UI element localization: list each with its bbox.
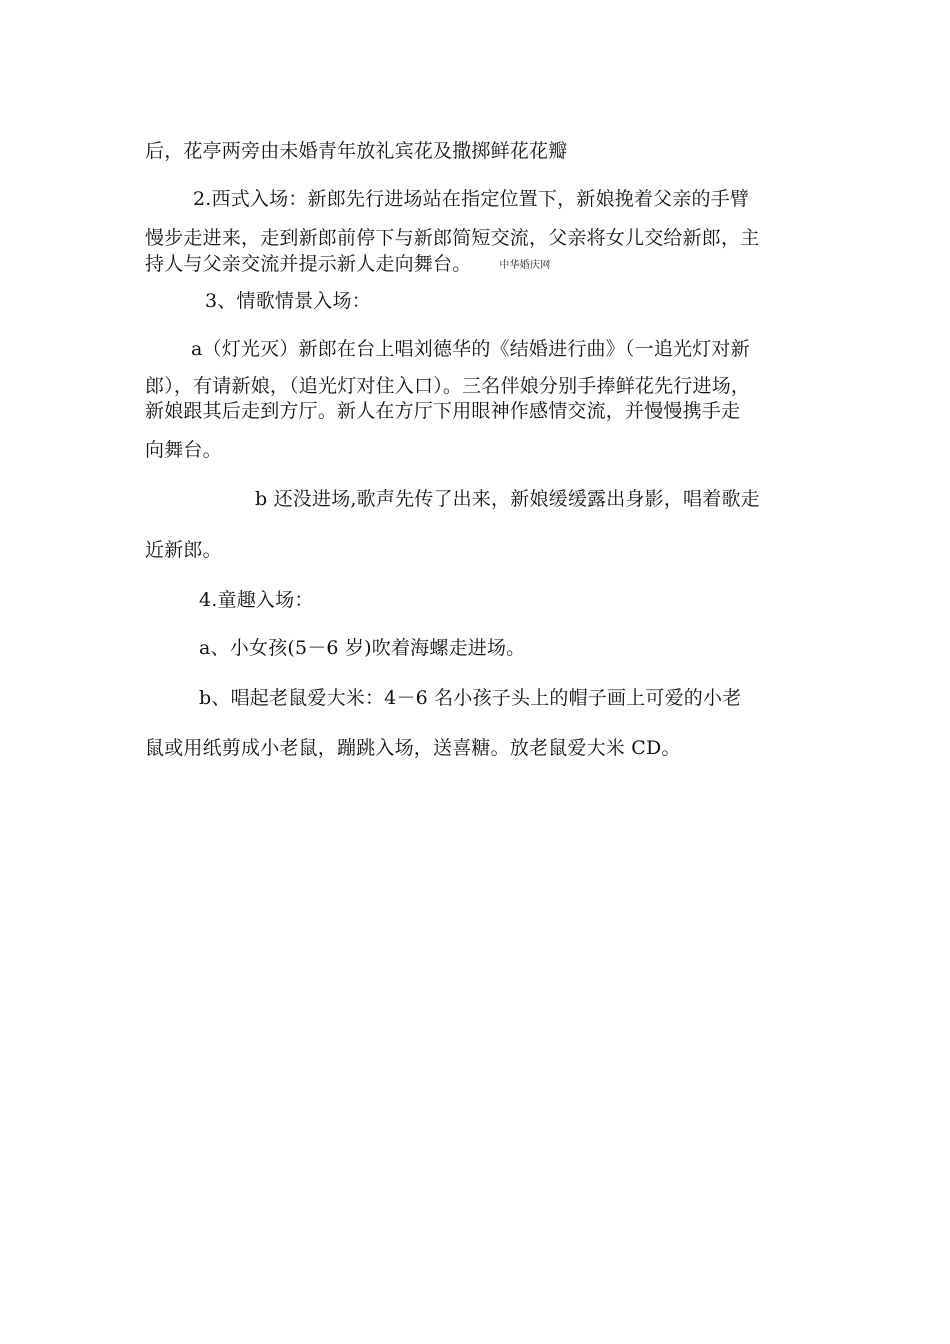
paragraph-line: a、小女孩(5－6 岁)吹着海螺走进场。: [199, 637, 526, 659]
paragraph-line: 慢步走进来，走到新郎前停下与新郎简短交流，父亲将女儿交给新郎，主: [145, 227, 760, 249]
watermark-text: 中华婚庆网: [499, 260, 551, 271]
paragraph-line: a（灯光灭）新郎在台上唱刘德华的《结婚进行曲》（一追光灯对新: [191, 338, 750, 360]
paragraph-line: 新娘跟其后走到方厅。新人在方厅下用眼神作感情交流，并慢慢携手走: [145, 400, 741, 422]
paragraph-line: 向舞台。: [145, 439, 222, 461]
section-heading-kids-entrance: 4.童趣入场：: [199, 589, 314, 611]
paragraph-line: 近新郎。: [145, 539, 222, 561]
paragraph-line: b、唱起老鼠爱大米：4－6 名小孩子头上的帽子画上可爱的小老: [199, 687, 742, 709]
paragraph-line: 后，花亭两旁由未婚青年放礼宾花及撒掷鲜花花瓣: [145, 140, 568, 162]
paragraph-line: [145, 252, 810, 278]
paragraph-text: 持人与父亲交流并提示新人走向舞台。: [145, 253, 472, 275]
section-heading-western-entrance: 2.西式入场：新郎先行进场站在指定位置下，新娘挽着父亲的手臂: [193, 188, 750, 210]
paragraph-line: 郎），有请新娘，（追光灯对住入口）。三名伴娘分别手捧鲜花先行进场，: [145, 375, 751, 397]
section-heading-love-song-entrance: 3、情歌情景入场：: [205, 290, 371, 312]
paragraph-line: 鼠或用纸剪成小老鼠，蹦跳入场，送喜糖。放老鼠爱大米 CD。: [145, 737, 681, 759]
paragraph-line: b 还没进场,歌声先传了出来，新娘缓缓露出身影，唱着歌走: [255, 488, 760, 510]
